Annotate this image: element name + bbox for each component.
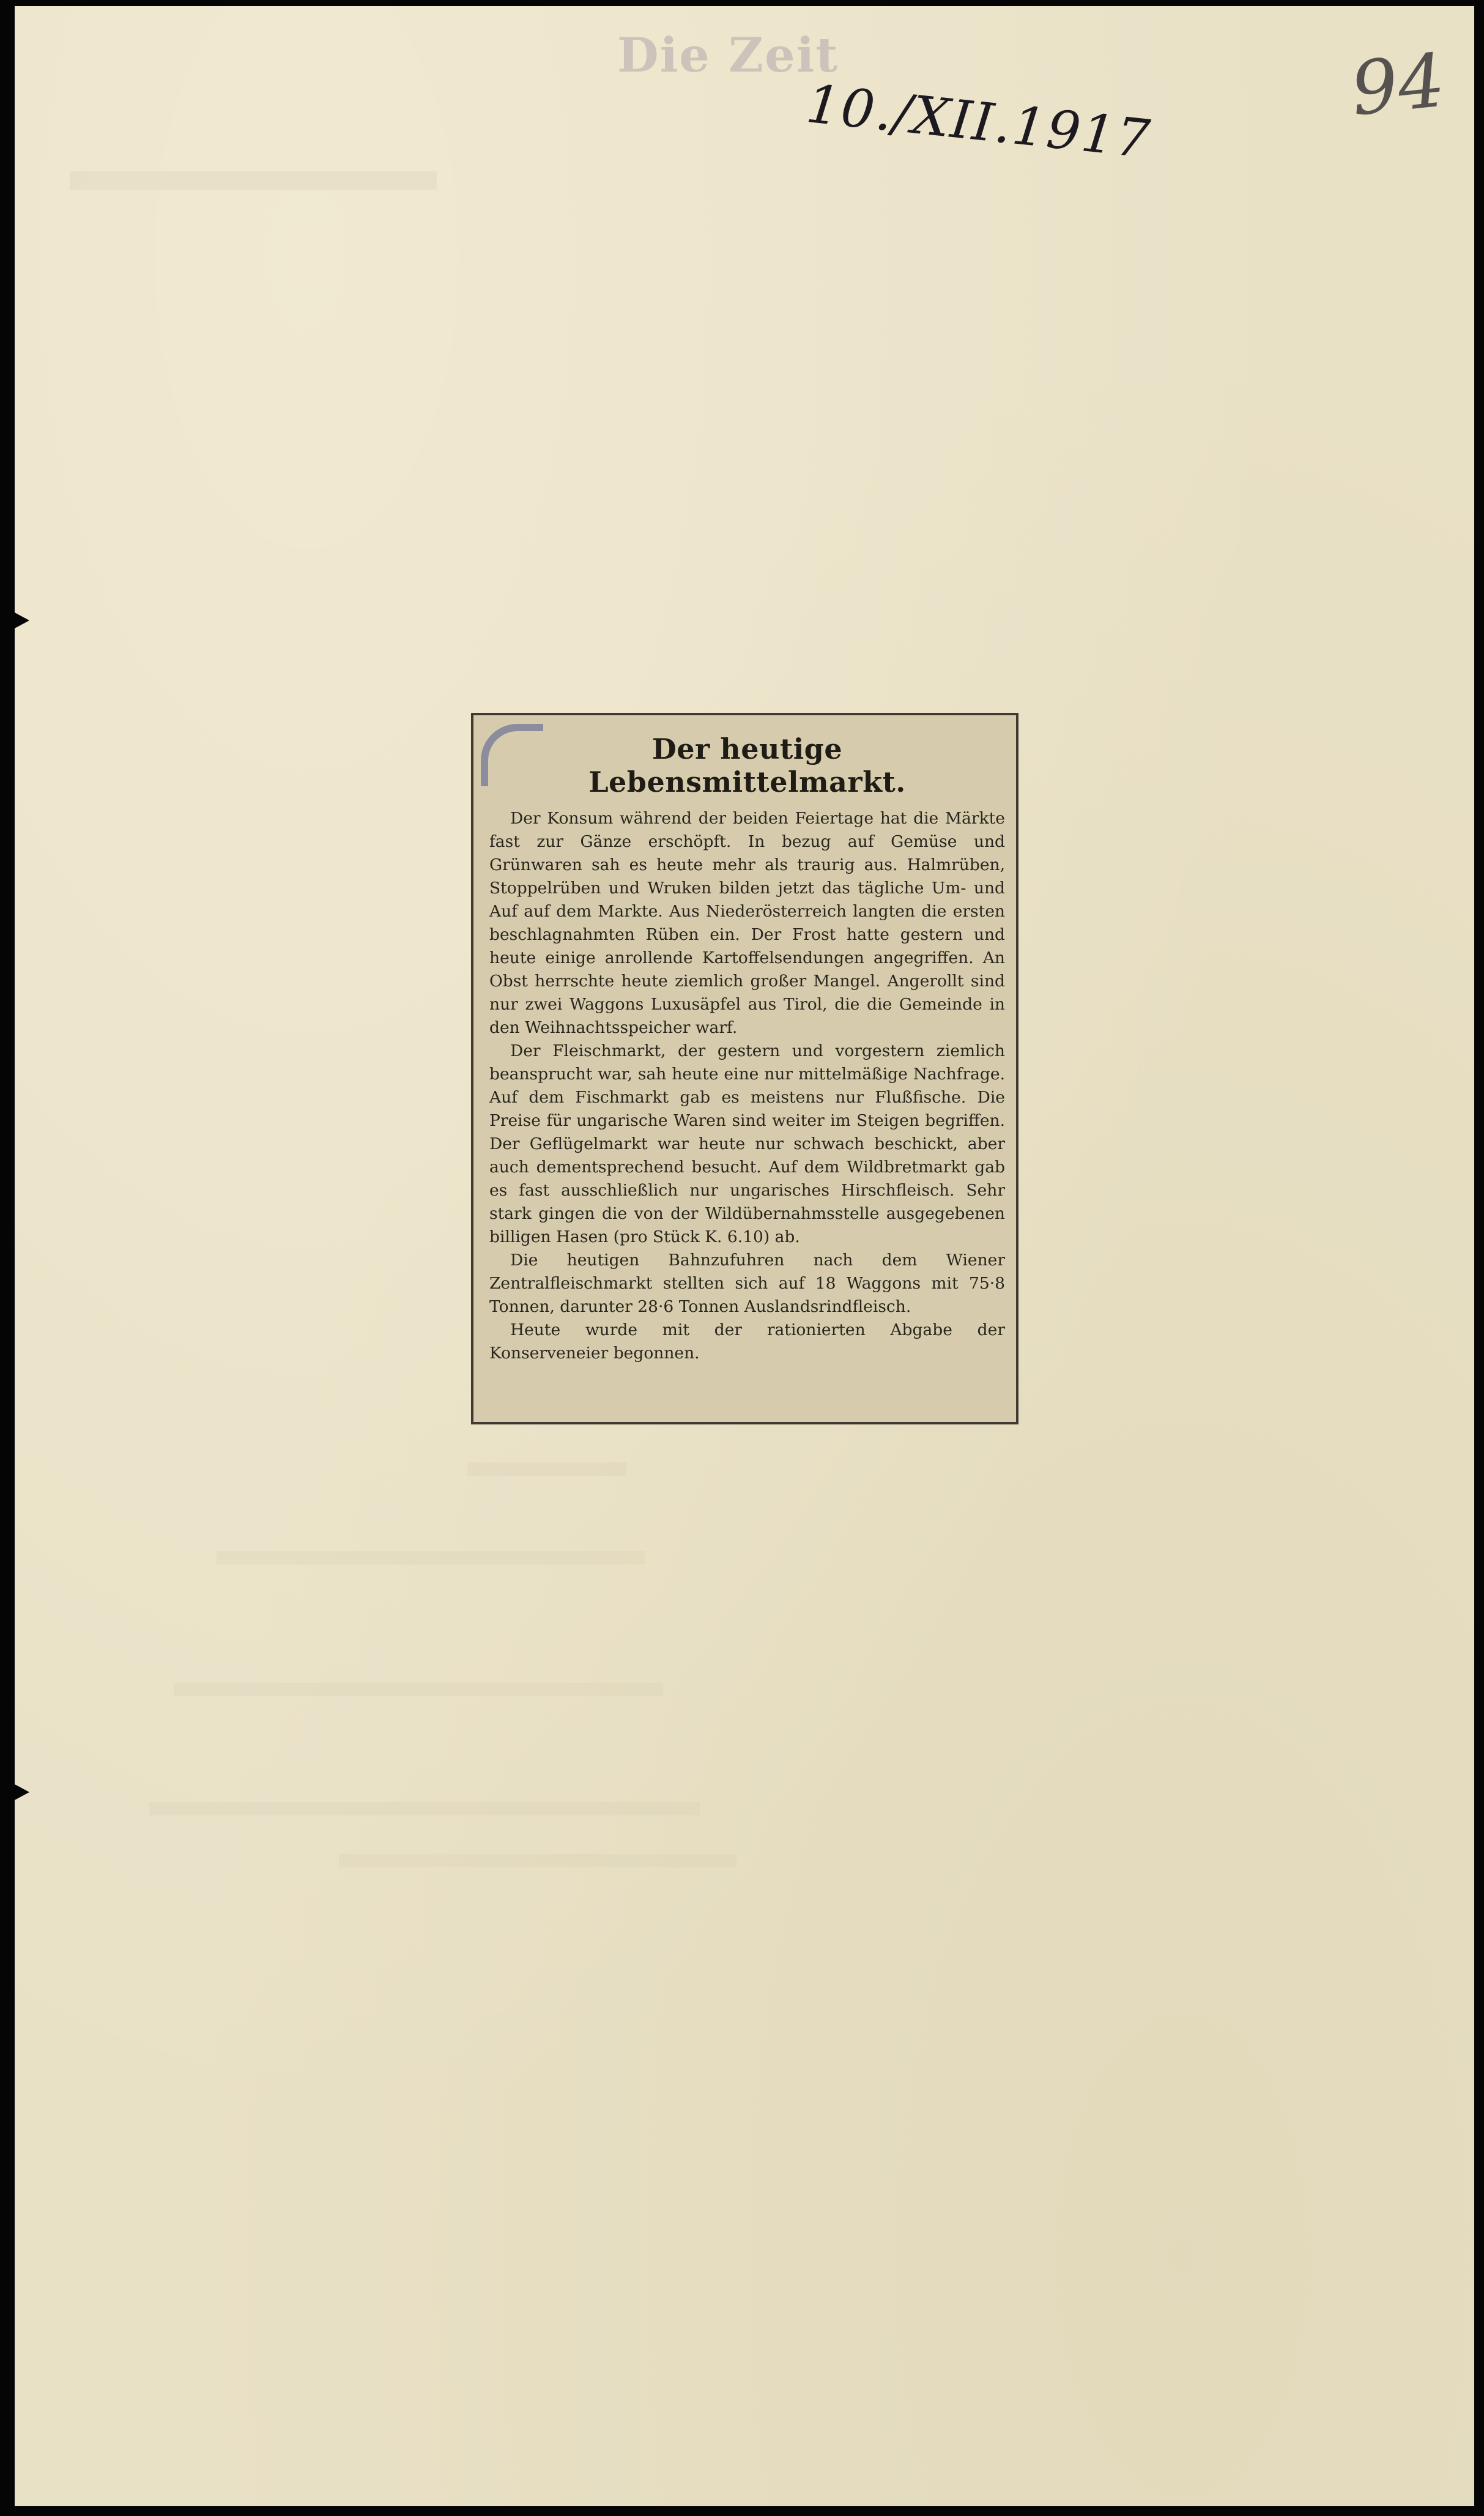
- faint-bleedthrough: [70, 171, 437, 190]
- handwritten-date: 10./XII.1917: [803, 73, 1154, 171]
- clipping-paragraph: Der Fleischmarkt, der gestern und vorgestern ziemlich beansprucht war, sah heute eine nur mittelmäßige Nachfrage. Auf dem Fischmarkt gab es meistens nur Flußfische. Die Preise für ungarische Waren sind weiter im Steigen begriffen. Der Geflügelmarkt war heute nur schwach beschickt, aber auch dementsprechend besucht. Auf dem Wildbretmarkt gab es fast ausschließlich nur ungarisches Hirschfleisch. Sehr stark gingen die von der Wildübernahmsstelle ausgegebenen billigen Hasen (pro Stück K. 6.10) ab.: [489, 1041, 1005, 1246]
- faint-bleedthrough: [339, 1854, 736, 1867]
- clipping-paragraph: Die heutigen Bahnzufuhren nach dem Wiener Zentralfleischmarkt stellten sich auf 18 Waggons mit 75·8 Tonnen, darunter 28·6 Tonnen Auslandsrindfleisch.: [489, 1251, 1005, 1316]
- folio-number: 94: [1347, 38, 1449, 133]
- faint-bleedthrough: [149, 1802, 700, 1815]
- faint-bleedthrough: [217, 1551, 645, 1565]
- clipping-paragraph: Der Konsum während der beiden Feiertage hat die Märkte fast zur Gänze erschöpft. In bezug auf Gemüse und Grünwaren sah es heute mehr als traurig aus. Halmrüben, Stoppelrüben und Wruken bilden jetzt das tägliche Um- und Auf auf dem Markte. Aus Niederösterreich langten die ersten beschlagnahmten Rüben ein. Der Frost hatte gestern und heute einige anrollende Kartoffelsendungen angegriffen. An Obst herrschte heute ziemlich großer Mangel. Angerollt sind nur zwei Waggons Luxusäpfel aus Tirol, die die Gemeinde in den Weihnachtsspeicher warf.: [489, 809, 1005, 1037]
- archive-sheet: [15, 6, 1474, 2506]
- faint-bleedthrough: [467, 1462, 626, 1476]
- sheet-edge-nick: [13, 612, 29, 629]
- clipping-title: Der heutige Lebensmittelmarkt.: [588, 732, 906, 798]
- faint-bleedthrough: [174, 1683, 663, 1696]
- newspaper-clipping: [471, 713, 1018, 1424]
- sheet-edge-nick: [13, 1784, 29, 1801]
- clipping-paragraph: Heute wurde mit der rationierten Abgabe der Konserveneier begonnen.: [489, 1320, 1005, 1363]
- newspaper-stamp: Die Zeit: [617, 28, 839, 83]
